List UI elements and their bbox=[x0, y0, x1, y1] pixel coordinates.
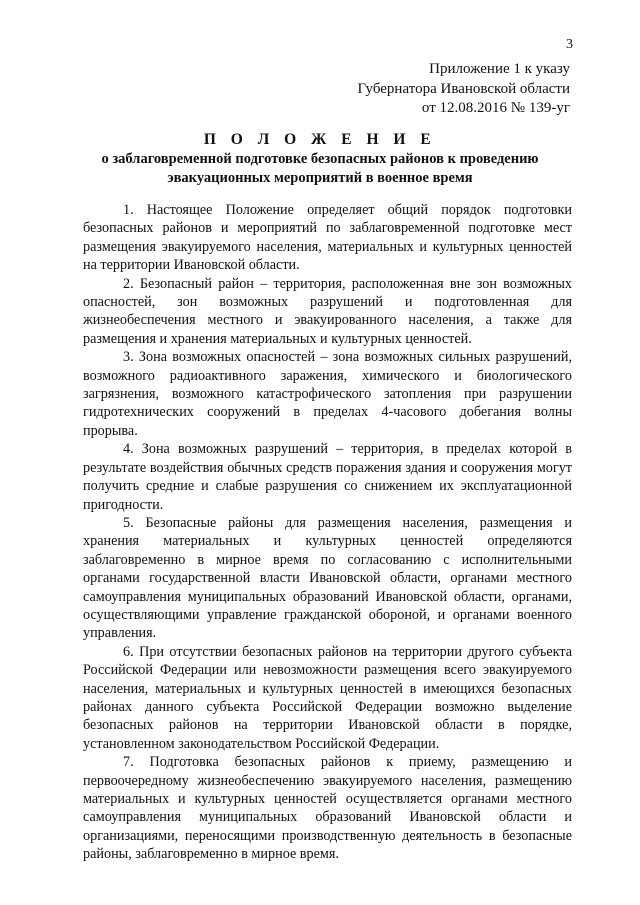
page-number: 3 bbox=[566, 37, 573, 52]
paragraph-5: 5. Безопасные районы для размещения населения, размещения и хранения материальных и культурных ценностей определяются заблаговременно в мирное время по согласованию с исполнительными органами государственной власти Ивановской области, органами местного самоуправления муниципальных образований Ивановской области, органами, осуществляющими управление гражданской обороной, и органами военного управления. bbox=[83, 514, 572, 642]
document-title: П О Л О Ж Е Н И Е bbox=[203, 131, 437, 148]
appendix-line-1: Приложение 1 к указу bbox=[429, 61, 570, 77]
paragraph-2: 2. Безопасный район – территория, расположенная вне зон возможных опасностей, зон возможных разрушений и подготовленная для жизнеобеспечения местного и эвакуированного населения, а также для размещения и хранения материальных и культурных ценностей. bbox=[83, 275, 572, 347]
paragraph-4: 4. Зона возможных разрушений – территория, в пределах которой в результате воздействия обычных средств поражения здания и сооружения могут получить средние и слабые разрушения со снижением их эксплуатационной пригодности. bbox=[83, 441, 572, 513]
paragraph-6: 6. При отсутствии безопасных районов на территории другого субъекта Российской Федерации или невозможности размещения всего эвакуируемого населения, материальных и культурных ценностей в имеющихся безопасных районах данного субъекта Российской Федерации возможно выделение безопасных районов на территории Ивановской области в порядке, установленном законодательством Российской Федерации. bbox=[83, 643, 572, 752]
paragraph-3: 3. Зона возможных опасностей – зона возможных сильных разрушений, возможного радиоактивного заражения, химического и биологического загрязнения, возможного катастрофического затопления при разрушении гидротехнических сооружений в пределах 4-часового добегания волны прорыва. bbox=[83, 349, 572, 439]
document-subtitle: о заблаговременной подготовке безопасных районов к проведению эвакуационных мероприятий в военное время bbox=[101, 151, 539, 186]
document-title-block bbox=[70, 130, 570, 188]
paragraph-7: 7. Подготовка безопасных районов к приему, размещению и первоочередному жизнеобеспечению эвакуируемого населения, размещению материальных и культурных ценностей осуществляется органами местного самоуправления муниципальных образований Ивановской области и организациями, переносящими производственную деятельность в безопасные районы, заблаговременно в мирное время. bbox=[83, 754, 572, 863]
document-body bbox=[83, 201, 572, 864]
appendix-header bbox=[357, 60, 570, 119]
appendix-line-3: от 12.08.2016 № 139-уг bbox=[421, 100, 570, 116]
paragraph-1: 1. Настоящее Положение определяет общий порядок подготовки безопасных районов и мероприятий по заблаговременной подготовке мест размещения эвакуируемого населения, материальных и культурных ценностей на территории Ивановской области. bbox=[83, 202, 572, 274]
appendix-line-2: Губернатора Ивановской области bbox=[357, 80, 570, 97]
